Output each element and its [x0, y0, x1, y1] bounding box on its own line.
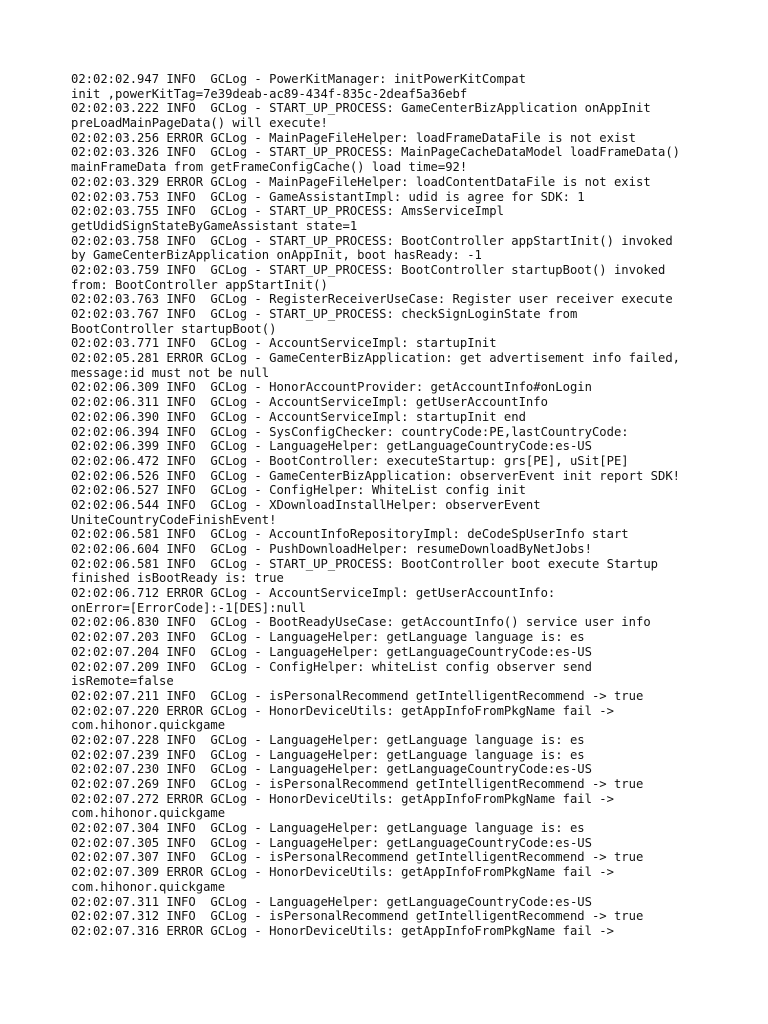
log-line: 02:02:07.228 INFO GCLog - LanguageHelper: getLanguage language is: es — [71, 732, 585, 747]
log-line: 02:02:03.755 INFO GCLog - START_UP_PROCESS: AmsServiceImpl — [71, 204, 504, 219]
log-line: 02:02:07.305 INFO GCLog - LanguageHelper: getLanguageCountryCode:es-US — [71, 835, 592, 850]
log-line: 02:02:07.312 INFO GCLog - isPersonalRecommend getIntelligentRecommend -> true — [71, 909, 644, 924]
log-line: 02:02:03.256 ERROR GCLog - MainPageFileHelper: loadFrameDataFile is not exist — [71, 130, 636, 145]
log-line: 02:02:06.311 INFO GCLog - AccountServiceImpl: getUserAccountInfo — [71, 395, 548, 410]
log-line: onError=[ErrorCode]:-1[DES]:null — [71, 600, 306, 615]
log-line: 02:02:07.204 INFO GCLog - LanguageHelper: getLanguageCountryCode:es-US — [71, 644, 592, 659]
log-line: 02:02:06.309 INFO GCLog - HonorAccountProvider: getAccountInfo#onLogin — [71, 380, 592, 395]
log-line: 02:02:03.326 INFO GCLog - START_UP_PROCESS: MainPageCacheDataModel loadFrameData() — [71, 145, 681, 160]
log-line: 02:02:03.771 INFO GCLog - AccountServiceImpl: startupInit — [71, 336, 497, 351]
log-line: 02:02:06.390 INFO GCLog - AccountServiceImpl: startupInit end — [71, 409, 526, 424]
log-line: 02:02:06.472 INFO GCLog - BootController: executeStartup: grs[PE], uSit[PE] — [71, 453, 629, 468]
log-line: 02:02:07.269 INFO GCLog - isPersonalRecommend getIntelligentRecommend -> true — [71, 777, 644, 791]
log-line: 02:02:07.211 INFO GCLog - isPersonalRecommend getIntelligentRecommend -> true — [71, 688, 644, 703]
log-line: 02:02:03.758 INFO GCLog - START_UP_PROCESS: BootController appStartInit() invoked — [71, 233, 673, 248]
log-line: 02:02:07.203 INFO GCLog - LanguageHelper: getLanguage language is: es — [71, 630, 585, 645]
log-line: 02:02:06.830 INFO GCLog - BootReadyUseCase: getAccountInfo() service user info — [71, 615, 651, 630]
log-line: 02:02:03.222 INFO GCLog - START_UP_PROCESS: GameCenterBizApplication onAppInit — [71, 101, 651, 116]
log-document — [71, 72, 761, 939]
log-line: 02:02:06.527 INFO GCLog - ConfigHelper: WhiteList config init — [71, 483, 526, 498]
log-line: from: BootController appStartInit() — [71, 277, 328, 292]
log-line: 02:02:07.316 ERROR GCLog - HonorDeviceUtils: getAppInfoFromPkgName fail -> — [71, 923, 614, 938]
log-line: 02:02:07.272 ERROR GCLog - HonorDeviceUtils: getAppInfoFromPkgName fail -> — [71, 791, 614, 806]
log-line: 02:02:07.220 ERROR GCLog - HonorDeviceUtils: getAppInfoFromPkgName fail -> — [71, 703, 614, 718]
log-line: 02:02:07.311 INFO GCLog - LanguageHelper: getLanguageCountryCode:es-US — [71, 894, 592, 909]
log-line: com.hihonor.quickgame — [71, 879, 226, 894]
log-line: 02:02:06.581 INFO GCLog - AccountInfoRepositoryImpl: deCodeSpUserInfo start — [71, 527, 629, 542]
log-line: preLoadMainPageData() will execute! — [71, 116, 328, 131]
log-line: 02:02:06.394 INFO GCLog - SysConfigChecker: countryCode:PE,lastCountryCode: — [71, 424, 629, 439]
log-line: by GameCenterBizApplication onAppInit, boot hasReady: -1 — [71, 248, 482, 263]
log-line: 02:02:07.304 INFO GCLog - LanguageHelper: getLanguage language is: es — [71, 821, 585, 836]
log-line: 02:02:06.581 INFO GCLog - START_UP_PROCESS: BootController boot execute Startup — [71, 556, 658, 571]
log-line: init ,powerKitTag=7e39deab-ac89-434f-835c-2deaf5a36ebf — [71, 86, 468, 101]
log-line: mainFrameData from getFrameConfigCache() load time=92! — [71, 160, 468, 175]
log-line: 02:02:06.526 INFO GCLog - GameCenterBizApplication: observerEvent init report SDK! — [71, 468, 681, 483]
log-line: 02:02:02.947 INFO GCLog - PowerKitManager: initPowerKitCompat — [71, 72, 526, 86]
log-line: 02:02:05.281 ERROR GCLog - GameCenterBizApplication: get advertisement info failed, — [71, 351, 681, 366]
log-line: 02:02:07.309 ERROR GCLog - HonorDeviceUtils: getAppInfoFromPkgName fail -> — [71, 865, 614, 880]
log-line: 02:02:03.329 ERROR GCLog - MainPageFileHelper: loadContentDataFile is not exist — [71, 174, 651, 189]
log-line: isRemote=false — [71, 674, 174, 689]
log-line: 02:02:06.544 INFO GCLog - XDownloadInstallHelper: observerEvent — [71, 497, 541, 512]
log-line: 02:02:03.759 INFO GCLog - START_UP_PROCESS: BootController startupBoot() invoked — [71, 262, 666, 277]
log-line: 02:02:06.604 INFO GCLog - PushDownloadHelper: resumeDownloadByNetJobs! — [71, 542, 592, 556]
log-line: message:id must not be null — [71, 365, 270, 380]
log-line: UniteCountryCodeFinishEvent! — [71, 512, 277, 527]
log-line: 02:02:06.712 ERROR GCLog - AccountServiceImpl: getUserAccountInfo: — [71, 586, 556, 601]
log-line: 02:02:03.753 INFO GCLog - GameAssistantImpl: udid is agree for SDK: 1 — [71, 189, 585, 204]
log-line: finished isBootReady is: true — [71, 571, 284, 586]
log-line: 02:02:07.307 INFO GCLog - isPersonalRecommend getIntelligentRecommend -> true — [71, 850, 644, 865]
log-line: com.hihonor.quickgame — [71, 718, 226, 733]
log-line: 02:02:06.399 INFO GCLog - LanguageHelper: getLanguageCountryCode:es-US — [71, 439, 592, 454]
log-line: 02:02:03.763 INFO GCLog - RegisterReceiverUseCase: Register user receiver execute — [71, 292, 673, 307]
log-line: com.hihonor.quickgame — [71, 806, 226, 821]
log-line: getUdidSignStateByGameAssistant state=1 — [71, 218, 358, 233]
log-line: BootController startupBoot() — [71, 321, 277, 336]
log-line: 02:02:03.767 INFO GCLog - START_UP_PROCESS: checkSignLoginState from — [71, 307, 578, 321]
log-line: 02:02:07.209 INFO GCLog - ConfigHelper: whiteList config observer send — [71, 659, 592, 674]
log-line: 02:02:07.239 INFO GCLog - LanguageHelper: getLanguage language is: es — [71, 747, 585, 762]
log-line: 02:02:07.230 INFO GCLog - LanguageHelper: getLanguageCountryCode:es-US — [71, 762, 592, 777]
